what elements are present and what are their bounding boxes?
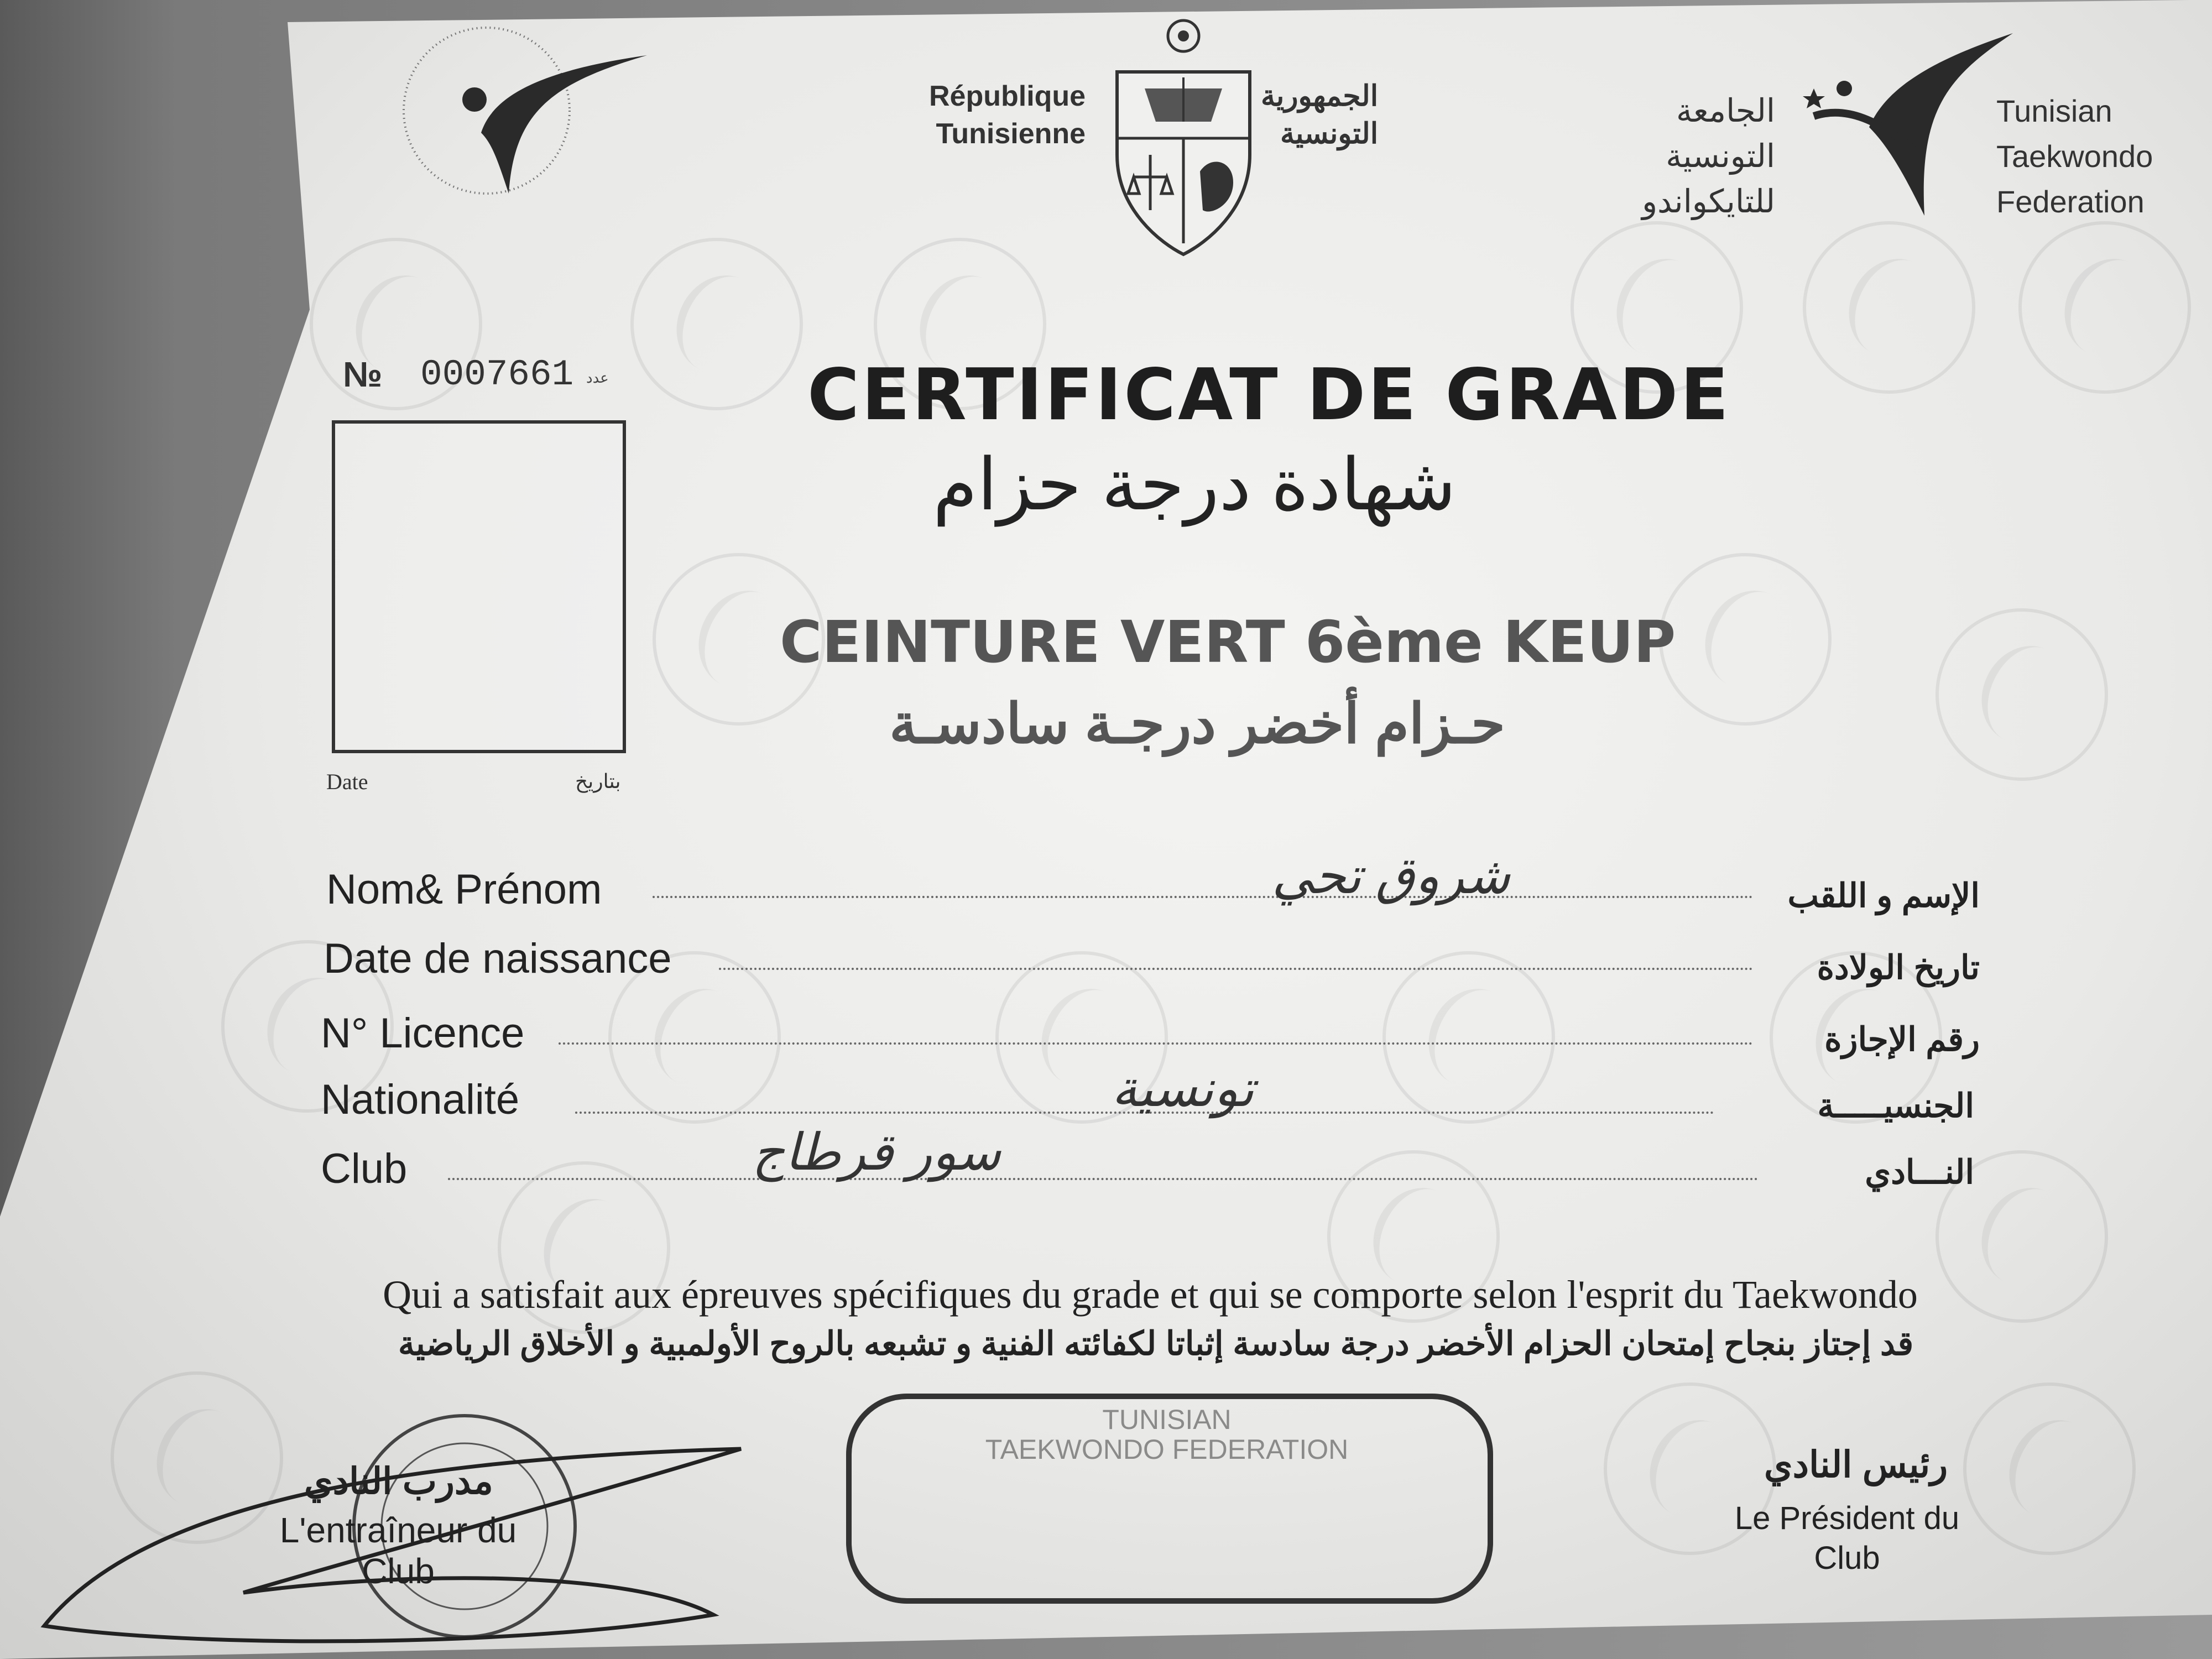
watermark-emblem: [1936, 608, 2108, 781]
statement-ar: قد إجتاز بنجاح إمتحان الحزام الأخضر درجة سادسة إثباتا لكفائته الفنية و تشبعه بالروح الأولمبية و الأخلاق الرياضية: [398, 1325, 1914, 1362]
tunisian-taekwondo-federation-logo: [1792, 22, 2024, 221]
certificate-number-label-ar: عدد: [586, 369, 609, 386]
field-line-license: [559, 1042, 1753, 1045]
field-label-nationality-ar: الجنسيـــــة: [1817, 1087, 1974, 1124]
field-label-birthdate-fr: Date de naissance: [324, 935, 672, 982]
field-label-license-ar: رقم الإجازة: [1824, 1021, 1980, 1058]
federation-name-en: Tunisian Taekwondo Federation: [1996, 93, 2153, 219]
field-line-club: [448, 1178, 1759, 1180]
president-title-ar: رئيس النادي: [1764, 1444, 1948, 1485]
federation-name-ar: الجامعة التونسية للتايكواندو: [1642, 93, 1775, 220]
photo-placeholder: [332, 420, 626, 753]
field-value-club: سور قرطاج: [752, 1124, 1001, 1181]
field-value-nationality: تونسية: [1112, 1061, 1254, 1117]
world-taekwondo-logo: [387, 17, 653, 205]
field-label-name-fr: Nom& Prénom: [326, 866, 602, 913]
watermark-emblem: [1963, 1383, 2136, 1555]
trainer-title-fr: L'entraîneur du Club: [279, 1510, 517, 1591]
field-label-nationality-fr: Nationalité: [321, 1076, 520, 1123]
certificate-number-value: 0007661: [420, 354, 574, 395]
belt-grade-ar: حـزام أخضر درجـة سادسـة: [889, 693, 1505, 755]
photo-date-label-ar: بتاريخ: [575, 770, 621, 792]
field-label-club-ar: النـــادي: [1865, 1154, 1974, 1191]
trainer-title-ar: مدرب النادي: [304, 1460, 493, 1501]
field-line-name: [653, 896, 1753, 898]
republic-name-ar: الجمهورية التونسية: [1261, 80, 1379, 150]
field-label-name-ar: الإسم و اللقب: [1787, 877, 1980, 914]
certificate-number-label: №: [343, 354, 383, 394]
stamp-line-2: TAEKWONDO FEDERATION: [985, 1434, 1349, 1465]
certificate-title-ar: شهادة درجة حزام: [932, 444, 1457, 525]
field-line-birthdate: [719, 968, 1753, 970]
president-title-fr: Le Président du Club: [1734, 1500, 1960, 1576]
tunisia-coat-of-arms-icon: [1100, 11, 1266, 260]
field-value-name: شروق تحي: [1272, 848, 1510, 904]
watermark-emblem: [1803, 221, 1975, 394]
federation-stamp: [879, 1405, 1454, 1582]
watermark-emblem: [630, 238, 803, 410]
republic-name-fr: République Tunisienne: [929, 80, 1086, 150]
watermark-emblem: [1659, 553, 1832, 726]
certificate-title-fr: CERTIFICAT DE GRADE: [807, 354, 1731, 436]
field-label-club-fr: Club: [321, 1145, 408, 1192]
photo-date-label-fr: Date: [326, 769, 368, 794]
field-label-license-fr: N° Licence: [321, 1010, 525, 1057]
stamp-line-1: TUNISIAN: [1102, 1404, 1232, 1435]
watermark-emblem: [2018, 221, 2191, 394]
watermark-emblem: [1383, 951, 1555, 1124]
belt-grade-fr: CEINTURE VERT 6ème KEUP: [780, 608, 1676, 676]
field-label-birthdate-ar: تاريخ الولادة: [1817, 949, 1980, 986]
statement-fr: Qui a satisfait aux épreuves spécifiques du grade et qui se comporte selon l'esprit du Taekwondo: [383, 1272, 1918, 1317]
